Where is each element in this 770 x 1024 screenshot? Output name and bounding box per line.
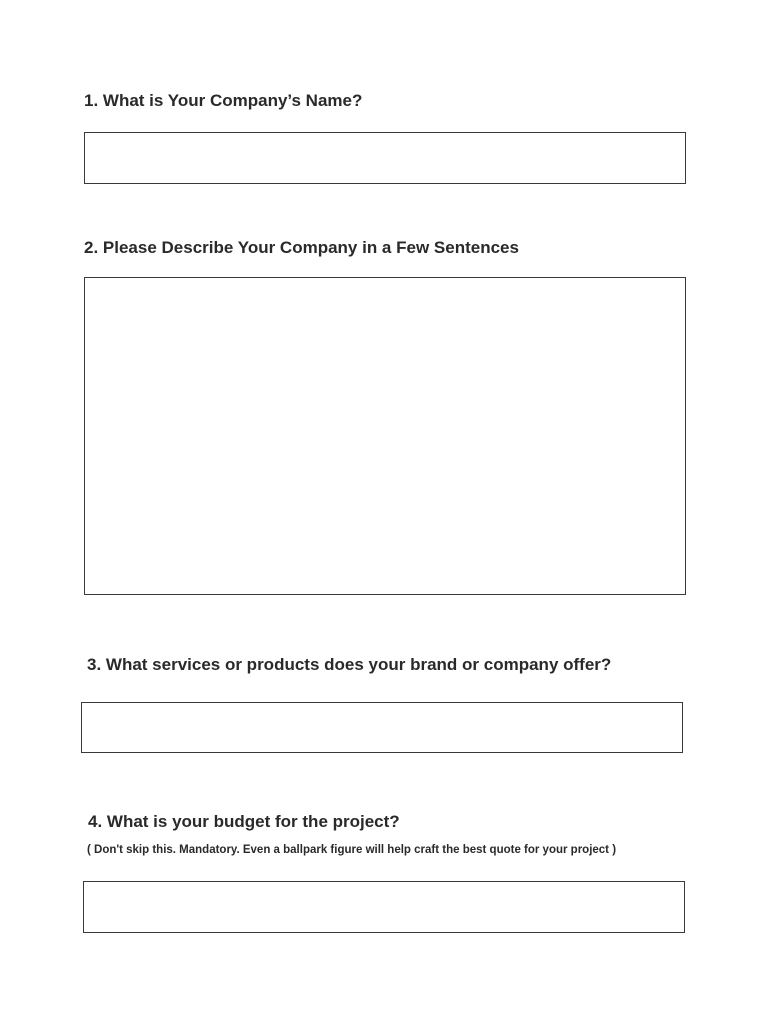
- company-description-textarea[interactable]: [84, 277, 686, 595]
- question-4-note: ( Don't skip this. Mandatory. Even a ballpark figure will help craft the best quote for your project ): [87, 844, 617, 856]
- question-4-label: 4. What is your budget for the project?: [88, 812, 400, 831]
- question-3-label: 3. What services or products does your brand or company offer?: [87, 655, 612, 674]
- budget-input[interactable]: [83, 881, 685, 933]
- question-2-label: 2. Please Describe Your Company in a Few Sentences: [84, 238, 519, 257]
- question-1-label: 1. What is Your Company’s Name?: [84, 91, 363, 110]
- company-name-input[interactable]: [84, 132, 686, 184]
- services-products-input[interactable]: [81, 702, 683, 753]
